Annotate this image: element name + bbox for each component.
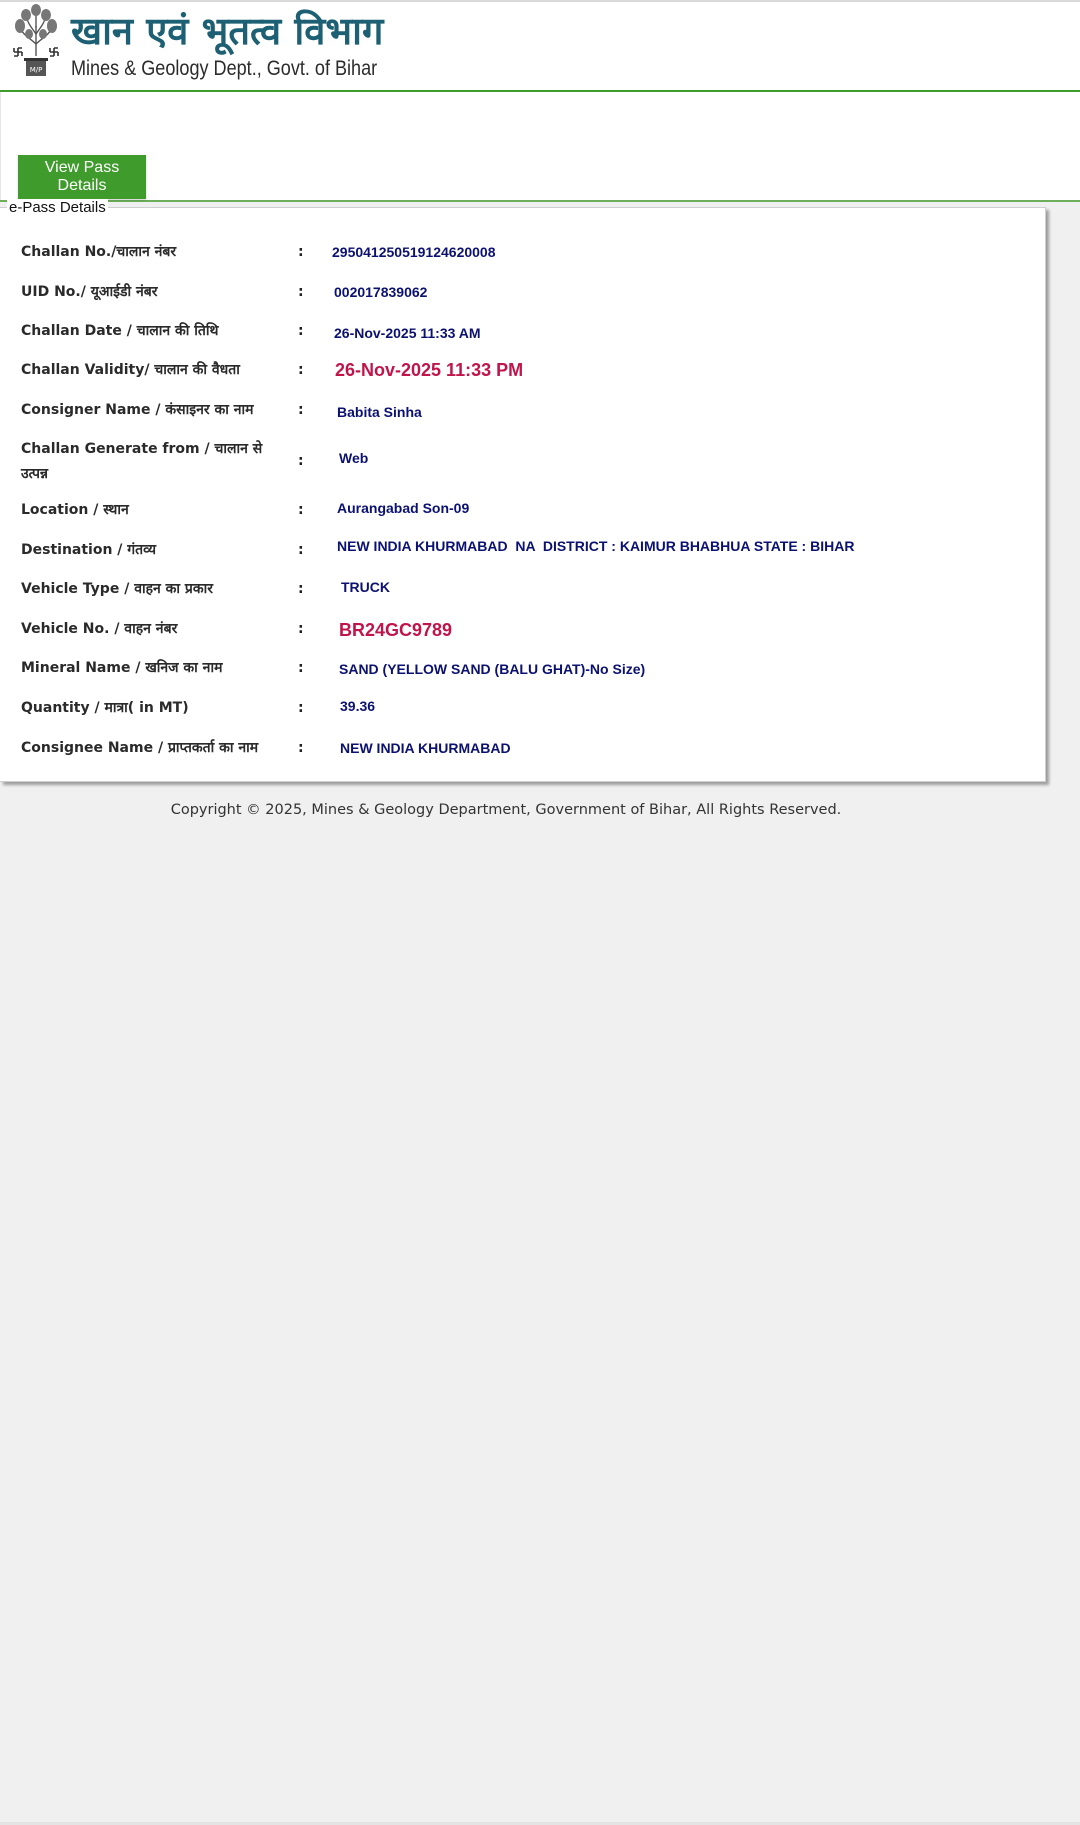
detail-value: NEW INDIA KHURMABAD bbox=[340, 740, 511, 756]
detail-value: 295041250519124620008 bbox=[332, 244, 496, 260]
detail-colon: : bbox=[298, 453, 304, 469]
site-header bbox=[0, 0, 1080, 92]
detail-colon: : bbox=[298, 660, 304, 676]
detail-label: Vehicle No. / वाहन नंबर bbox=[21, 621, 178, 637]
detail-label: Challan Generate from / चालान से उत्पन्न bbox=[21, 441, 263, 482]
detail-value: 26-Nov-2025 11:33 AM bbox=[334, 325, 481, 341]
bihar-emblem-icon bbox=[10, 4, 62, 84]
detail-label: Quantity / मात्रा( in MT) bbox=[21, 700, 189, 716]
detail-label: Consigner Name / कंसाइनर का नाम bbox=[21, 402, 254, 418]
detail-value: Web bbox=[339, 450, 369, 466]
detail-value: Aurangabad Son-09 bbox=[337, 500, 470, 516]
detail-colon: : bbox=[298, 284, 304, 300]
header-title-hindi: खान एवं भूतत्व विभाग bbox=[71, 9, 384, 53]
epass-legend: e-Pass Details bbox=[9, 199, 106, 216]
detail-label: Challan No./चालान नंबर bbox=[21, 244, 177, 260]
detail-colon: : bbox=[298, 402, 304, 418]
detail-value: 39.36 bbox=[340, 698, 376, 714]
detail-value: NEW INDIA KHURMABAD NA DISTRICT : KAIMUR BHABHUA STATE : BIHAR bbox=[337, 538, 855, 554]
detail-value: SAND (YELLOW SAND (BALU GHAT)-No Size) bbox=[339, 661, 646, 677]
vehicle-no-value: BR24GC9789 bbox=[339, 620, 453, 640]
detail-colon: : bbox=[298, 323, 304, 339]
detail-label: Consignee Name / प्राप्तकर्ता का नाम bbox=[21, 740, 259, 756]
challan-validity-value: 26-Nov-2025 11:33 PM bbox=[335, 360, 524, 380]
detail-label: UID No./ यूआईडी नंबर bbox=[21, 284, 158, 300]
detail-colon: : bbox=[298, 502, 304, 518]
svg-text:M/P: M/P bbox=[29, 66, 43, 74]
detail-colon: : bbox=[298, 244, 304, 260]
detail-colon: : bbox=[298, 542, 304, 558]
detail-colon: : bbox=[298, 362, 304, 378]
detail-colon: : bbox=[298, 581, 304, 597]
epass-details-panel bbox=[0, 207, 1046, 782]
detail-value: Babita Sinha bbox=[337, 404, 422, 420]
detail-label: Destination / गंतव्य bbox=[21, 542, 157, 558]
toolbar bbox=[0, 92, 1080, 200]
header-title-english: Mines & Geology Dept., Govt. of Bihar bbox=[71, 57, 378, 80]
detail-value: TRUCK bbox=[341, 579, 390, 595]
detail-label: Vehicle Type / वाहन का प्रकार bbox=[21, 581, 213, 597]
detail-label: Challan Validity/ चालान की वैधता bbox=[21, 362, 240, 378]
detail-colon: : bbox=[298, 621, 304, 637]
detail-label: Mineral Name / खनिज का नाम bbox=[21, 660, 223, 676]
toolbar-divider bbox=[0, 200, 1080, 202]
view-pass-details-button[interactable]: View Pass Details bbox=[18, 155, 146, 199]
detail-colon: : bbox=[298, 700, 304, 716]
detail-colon: : bbox=[298, 740, 304, 756]
footer-copyright: Copyright © 2025, Mines & Geology Department, Government of Bihar, All Rights Reserved. bbox=[170, 802, 842, 818]
detail-label: Challan Date / चालान की तिथि bbox=[21, 323, 219, 339]
detail-value: 002017839062 bbox=[334, 284, 428, 300]
detail-label: Location / स्थान bbox=[21, 502, 129, 518]
